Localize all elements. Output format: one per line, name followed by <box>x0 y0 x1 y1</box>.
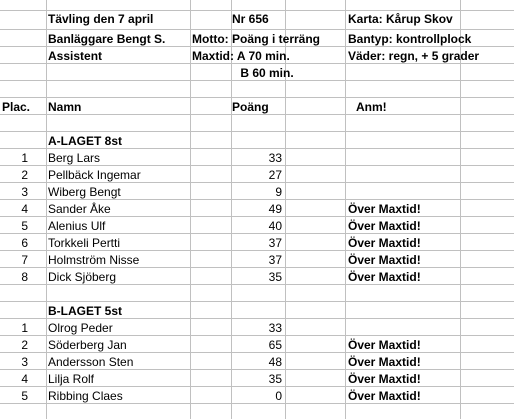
remark-cell[interactable]: Över Maxtid! <box>348 270 421 284</box>
team-a-title[interactable]: A-LAGET 8st <box>48 134 123 148</box>
points-cell[interactable]: 37 <box>268 236 282 250</box>
points-cell[interactable]: 49 <box>268 202 282 216</box>
name-cell[interactable]: Sander Åke <box>48 202 111 216</box>
place-cell[interactable]: 2 <box>21 338 28 352</box>
points-cell[interactable]: 33 <box>268 151 282 165</box>
name-cell[interactable]: Holmström Nisse <box>48 253 140 267</box>
team-b-title[interactable]: B-LAGET 5st <box>48 304 123 318</box>
motto[interactable]: Motto: Poäng i terräng <box>192 32 320 46</box>
name-cell[interactable]: Berg Lars <box>48 151 101 165</box>
place-cell[interactable]: 8 <box>21 270 28 284</box>
place-cell[interactable]: 4 <box>21 372 28 386</box>
name-cell[interactable]: Torkkeli Pertti <box>48 236 121 250</box>
remark-cell[interactable]: Över Maxtid! <box>348 236 421 250</box>
column-header-points[interactable]: Poäng <box>232 100 269 114</box>
points-cell[interactable]: 65 <box>268 338 282 352</box>
place-cell[interactable]: 3 <box>21 185 28 199</box>
remark-cell[interactable] <box>348 167 458 184</box>
place-cell[interactable]: 2 <box>21 168 28 182</box>
points-cell[interactable]: 0 <box>275 389 282 403</box>
competition-title[interactable]: Tävling den 7 april <box>48 12 154 26</box>
place-cell[interactable]: 7 <box>21 253 28 267</box>
remark-cell[interactable] <box>348 150 458 167</box>
remark-cell[interactable]: Över Maxtid! <box>348 253 421 267</box>
remark-cell[interactable] <box>348 320 458 337</box>
name-cell[interactable]: Ribbing Claes <box>48 389 123 403</box>
row-gridline <box>0 29 514 30</box>
course-type[interactable]: Bantyp: kontrollplock <box>348 32 472 46</box>
row-gridline <box>0 301 514 302</box>
remark-cell[interactable]: Över Maxtid! <box>348 389 421 403</box>
points-cell[interactable]: 37 <box>268 253 282 267</box>
remark-cell[interactable]: Över Maxtid! <box>348 219 421 233</box>
points-cell[interactable]: 35 <box>268 270 282 284</box>
name-cell[interactable]: Söderberg Jan <box>48 338 127 352</box>
points-cell[interactable]: 48 <box>268 355 282 369</box>
row-gridline <box>0 131 514 132</box>
place-cell[interactable]: 4 <box>21 202 28 216</box>
place-cell[interactable]: 5 <box>21 219 28 233</box>
name-cell[interactable]: Olrog Peder <box>48 321 113 335</box>
column-header-place[interactable]: Plac. <box>2 100 31 114</box>
name-cell[interactable]: Lilja Rolf <box>48 372 95 386</box>
assistant[interactable]: Assistent <box>48 49 103 63</box>
remark-cell[interactable] <box>348 184 458 201</box>
place-cell[interactable]: 3 <box>21 355 28 369</box>
remark-cell[interactable]: Över Maxtid! <box>348 355 421 369</box>
row-gridline <box>0 97 514 98</box>
remark-cell[interactable]: Över Maxtid! <box>348 202 421 216</box>
name-cell[interactable]: Alenius Ulf <box>48 219 106 233</box>
name-cell[interactable]: Andersson Sten <box>48 355 134 369</box>
points-cell[interactable]: 33 <box>268 321 282 335</box>
place-cell[interactable]: 6 <box>21 236 28 250</box>
points-cell[interactable]: 35 <box>268 372 282 386</box>
weather[interactable]: Väder: regn, + 5 grader <box>348 49 480 63</box>
course-setter[interactable]: Banläggare Bengt S. <box>48 32 166 46</box>
place-cell[interactable]: 1 <box>21 151 28 165</box>
name-cell[interactable]: Dick Sjöberg <box>48 270 117 284</box>
competition-number[interactable]: Nr 656 <box>232 12 269 26</box>
points-cell[interactable]: 9 <box>275 185 282 199</box>
name-cell[interactable]: Pellbäck Ingemar <box>48 168 141 182</box>
name-cell[interactable]: Wiberg Bengt <box>48 185 121 199</box>
column-header-name[interactable]: Namn <box>48 100 82 114</box>
place-cell[interactable]: 1 <box>21 321 28 335</box>
points-cell[interactable]: 27 <box>268 168 282 182</box>
remark-cell[interactable]: Över Maxtid! <box>348 338 421 352</box>
place-cell[interactable]: 5 <box>21 389 28 403</box>
column-header-remark[interactable]: Anm! <box>356 100 387 114</box>
max-time-a[interactable]: Maxtid: A 70 min. <box>192 49 290 63</box>
max-time-b[interactable]: B 60 min. <box>240 66 294 80</box>
map-info[interactable]: Karta: Kårup Skov <box>348 12 453 26</box>
points-cell[interactable]: 40 <box>268 219 282 233</box>
remark-cell[interactable]: Över Maxtid! <box>348 372 421 386</box>
